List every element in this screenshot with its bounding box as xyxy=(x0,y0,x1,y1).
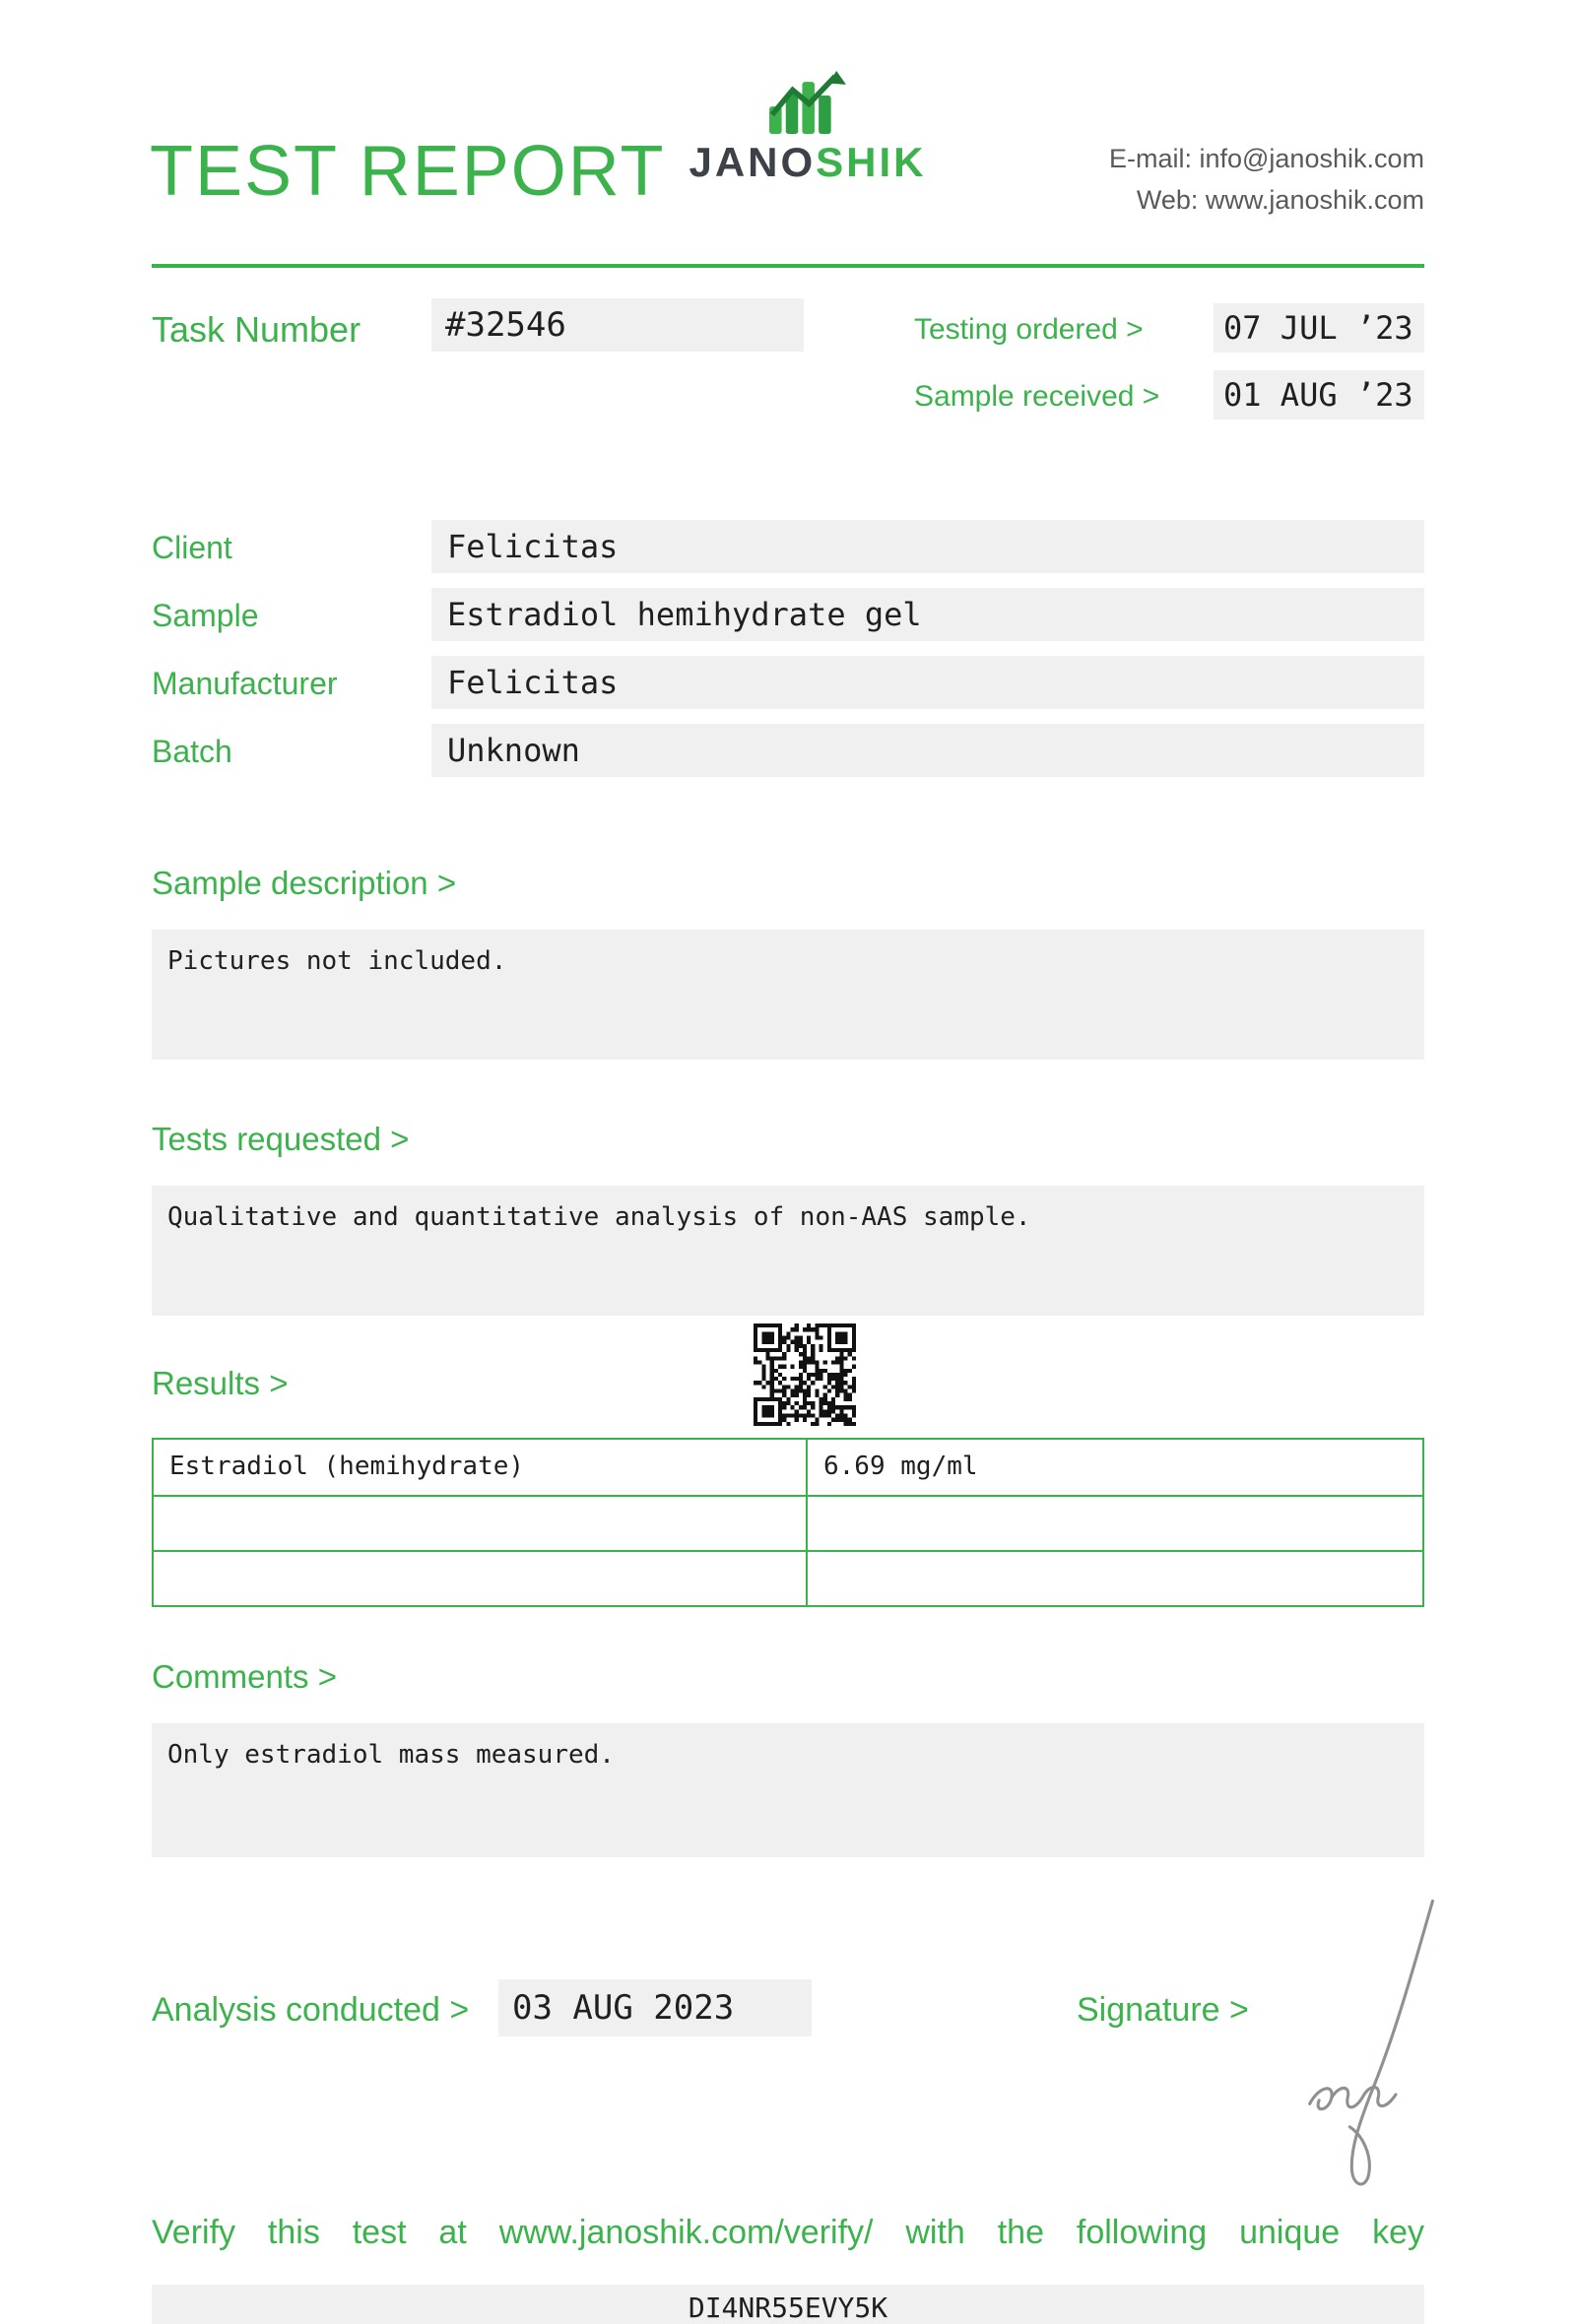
janoshik-logo xyxy=(680,71,936,185)
testing-ordered-label: Testing ordered > xyxy=(914,313,1144,346)
unique-key: DI4NR55EVY5K xyxy=(152,2285,1424,2324)
sample-description-heading: Sample description > xyxy=(152,865,457,901)
logo-jano: JANO xyxy=(689,139,817,185)
sample-received-value: 01 AUG ’23 xyxy=(1214,370,1424,420)
comments-heading: Comments > xyxy=(152,1658,337,1695)
analysis-conducted-value: 03 AUG 2023 xyxy=(498,1979,812,2036)
table-row xyxy=(154,1495,1422,1550)
result-substance xyxy=(154,1497,808,1550)
info-row-client xyxy=(152,520,1424,573)
sample-label: Sample xyxy=(152,598,259,633)
logo-text xyxy=(680,140,936,185)
tests-requested-heading: Tests requested > xyxy=(152,1121,410,1157)
verify-text: Verify this test at www.janoshik.com/verify/ with the following unique key xyxy=(152,2214,1424,2251)
sample-received-label: Sample received > xyxy=(914,380,1160,413)
page-title: TEST REPORT xyxy=(150,132,666,211)
logo-shik: SHIK xyxy=(816,139,927,185)
result-value xyxy=(808,1552,1422,1605)
info-row-manufacturer xyxy=(152,656,1424,709)
task-number-value: #32546 xyxy=(431,298,804,352)
qr-code-icon xyxy=(754,1323,856,1426)
result-value xyxy=(808,1497,1422,1550)
results-heading: Results > xyxy=(152,1365,289,1401)
info-row-batch xyxy=(152,724,1424,777)
client-value: Felicitas xyxy=(431,520,1424,573)
testing-ordered-value: 07 JUL ’23 xyxy=(1214,303,1424,353)
result-substance xyxy=(154,1552,808,1605)
bar-chart-icon xyxy=(766,71,849,134)
results-table xyxy=(152,1438,1424,1607)
signature-image xyxy=(1276,1889,1448,2196)
sample-value: Estradiol hemihydrate gel xyxy=(431,588,1424,641)
manufacturer-label: Manufacturer xyxy=(152,666,338,701)
sample-description-box: Pictures not included. xyxy=(152,930,1424,1060)
comments-box: Only estradiol mass measured. xyxy=(152,1723,1424,1857)
table-row xyxy=(154,1550,1422,1605)
contact-web: Web: www.janoshik.com xyxy=(1136,185,1424,215)
batch-label: Batch xyxy=(152,734,232,769)
task-number-label: Task Number xyxy=(152,309,361,350)
result-value: 6.69 mg/ml xyxy=(823,1452,978,1481)
analysis-conducted-label: Analysis conducted > xyxy=(152,1991,470,2029)
tests-requested-box: Qualitative and quantitative analysis of non-AAS sample. xyxy=(152,1186,1424,1316)
contact-block xyxy=(1109,138,1424,221)
manufacturer-value: Felicitas xyxy=(431,656,1424,709)
info-row-sample xyxy=(152,588,1424,641)
batch-value: Unknown xyxy=(431,724,1424,777)
client-label: Client xyxy=(152,530,232,565)
header-divider xyxy=(152,264,1424,268)
signature-label: Signature > xyxy=(1077,1991,1249,2029)
result-substance: Estradiol (hemihydrate) xyxy=(154,1440,808,1495)
table-row xyxy=(154,1440,1422,1495)
contact-email: E-mail: info@janoshik.com xyxy=(1108,144,1424,173)
